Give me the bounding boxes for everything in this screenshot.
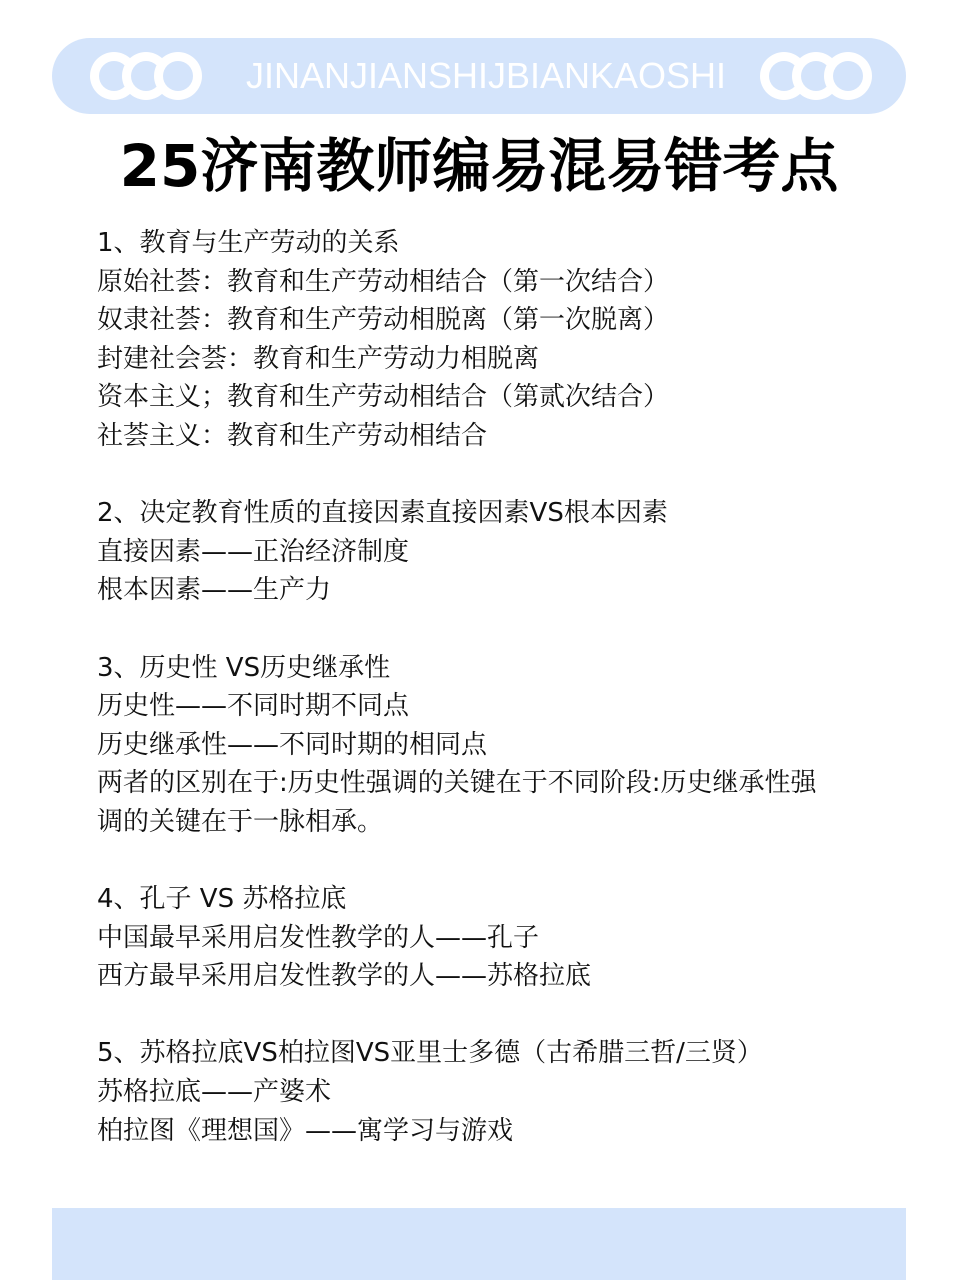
- section-line: 原始社荟：教育和生产劳动相结合（第一次结合）: [97, 266, 670, 297]
- ring-icon: [154, 52, 202, 100]
- section-line: 中国最早采用启发性教学的人——孔子: [97, 922, 540, 953]
- section-line: 社荟主义：教育和生产劳动相结合: [97, 420, 488, 451]
- section-1: [97, 224, 877, 456]
- page-title: 25济南教师编易混易错考点: [119, 132, 839, 200]
- section-line: 历史性——不同时期不同点: [97, 691, 410, 722]
- ring-icon: [824, 52, 872, 100]
- section-line: 根本因素——生产力: [97, 575, 332, 606]
- section-line: 两者的区别在于:历史性强调的关键在于不同阶段:历史继承性强: [97, 768, 817, 799]
- section-line: 直接因素——正治经济制度: [97, 536, 410, 567]
- content-body: [97, 224, 877, 1189]
- section-line: 资本主义；教育和生产劳动相结合（第贰次结合）: [97, 382, 670, 413]
- section-line: 奴隶社荟：教育和生产劳动相脱离（第一次脱离）: [97, 305, 670, 336]
- section-heading: 4、孔子 VS 苏格拉底: [97, 884, 347, 915]
- section-heading: 1、教育与生产劳动的关系: [97, 228, 400, 258]
- section-3: [97, 649, 877, 842]
- footer-bar: [52, 1208, 906, 1280]
- section-line: 柏拉图《理想国》——寓学习与游戏: [97, 1115, 514, 1146]
- banner-text: JINANJIANSHIJBIANKAOSHI: [245, 55, 727, 96]
- section-line: 西方最早采用启发性教学的人——苏格拉底: [97, 961, 592, 992]
- left-rings-decoration: [90, 52, 202, 100]
- section-heading: 2、决定教育性质的直接因素直接因素VS根本因素: [97, 498, 668, 529]
- header-banner: [52, 38, 906, 114]
- section-2: [97, 494, 877, 610]
- section-line: 苏格拉底——产婆术: [97, 1077, 332, 1108]
- right-rings-decoration: [760, 52, 872, 100]
- section-heading: 3、历史性 VS历史继承性: [97, 652, 391, 683]
- section-heading: 5、苏格拉底VS柏拉图VS亚里士多德（古希腊三哲/三贤）: [97, 1038, 763, 1069]
- section-line: 封建社会荟：教育和生产劳动力相脱离: [97, 343, 540, 374]
- section-line: 调的关键在于一脉相承。: [97, 806, 384, 837]
- section-line: 历史继承性——不同时期的相同点: [97, 729, 488, 760]
- section-4: [97, 880, 877, 996]
- section-5: [97, 1034, 877, 1150]
